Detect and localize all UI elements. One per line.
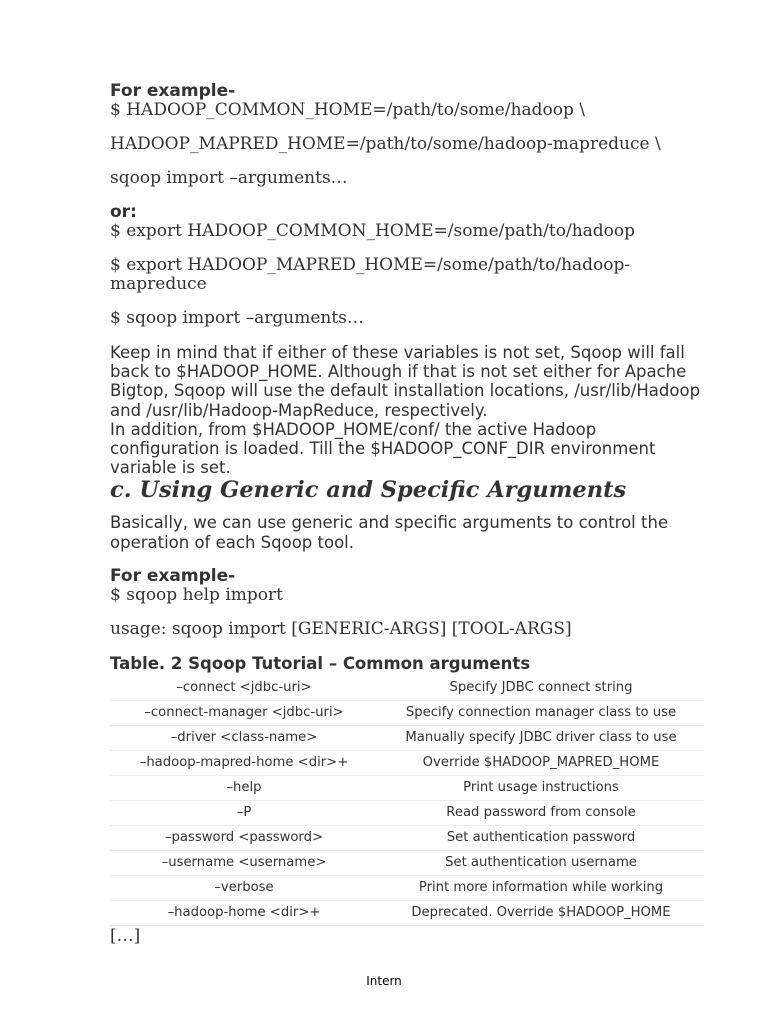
description-cell: Specify JDBC connect string — [378, 676, 704, 701]
description-cell: Override $HADOOP_MAPRED_HOME — [378, 750, 704, 775]
table-row — [110, 725, 704, 750]
table-row — [110, 800, 704, 825]
description-cell: Read password from console — [378, 800, 704, 825]
section-heading: c. Using Generic and Specific Arguments — [110, 477, 627, 504]
code-line: sqoop import –arguments… — [110, 168, 348, 188]
ellipsis: […] — [110, 925, 141, 946]
table-row — [110, 875, 704, 900]
code-line: HADOOP_MAPRED_HOME=/path/to/some/hadoop-mapreduce \ — [110, 134, 661, 154]
code-line: usage: sqoop import [GENERIC-ARGS] [TOOL-ARGS] — [110, 618, 572, 639]
argument-cell: –driver <class-name> — [110, 725, 378, 750]
description-cell: Print usage instructions — [378, 775, 704, 800]
argument-cell: –connect <jdbc-uri> — [110, 676, 378, 701]
code-line: $ export HADOOP_COMMON_HOME=/some/path/to/hadoop — [110, 221, 636, 241]
description-cell: Manually specify JDBC driver class to use — [378, 725, 704, 750]
argument-cell: –hadoop-mapred-home <dir>+ — [110, 750, 378, 775]
document-body — [110, 82, 704, 963]
or-label: or: — [110, 202, 137, 222]
argument-cell: –password <password> — [110, 825, 378, 850]
table-row — [110, 900, 704, 925]
table-row — [110, 850, 704, 875]
argument-cell: –username <username> — [110, 850, 378, 875]
description-cell: Set authentication username — [378, 850, 704, 875]
table-row — [110, 750, 704, 775]
code-line: $ sqoop import –arguments… — [110, 308, 364, 328]
description-cell: Deprecated. Override $HADOOP_HOME — [378, 900, 704, 925]
argument-cell: –P — [110, 800, 378, 825]
code-line: $ export HADOOP_MAPRED_HOME=/some/path/to/hadoop-mapreduce — [110, 255, 631, 294]
argument-cell: –hadoop-home <dir>+ — [110, 900, 378, 925]
table-row — [110, 676, 704, 701]
paragraph: In addition, from $HADOOP_HOME/conf/ the active Hadoop configuration is loaded. Till the $HADOOP_CONF_DIR environment variable is set. — [110, 419, 656, 478]
example-label: For example- — [110, 565, 236, 586]
table-caption: Table. 2 Sqoop Tutorial – Common arguments — [110, 653, 531, 673]
code-line: $ sqoop help import — [110, 584, 283, 605]
example-label: For example- — [110, 81, 236, 101]
argument-cell: –help — [110, 775, 378, 800]
table-row — [110, 825, 704, 850]
page-footer: Intern — [366, 974, 402, 988]
description-cell: Set authentication password — [378, 825, 704, 850]
table-row — [110, 775, 704, 800]
paragraph: Keep in mind that if either of these variables is not set, Sqoop will fall back to $HADOOP_HOME. Although if that is not set either for Apache Bigtop, Sqoop will use the default installation locations, /usr/lib/Hadoop and /usr/lib/Hadoop-MapReduce, respectively. — [110, 343, 701, 420]
description-cell: Specify connection manager class to use — [378, 700, 704, 725]
table-row — [110, 700, 704, 725]
code-line: $ HADOOP_COMMON_HOME=/path/to/some/hadoop \ — [110, 100, 586, 120]
argument-cell: –connect-manager <jdbc-uri> — [110, 700, 378, 725]
argument-cell: –verbose — [110, 875, 378, 900]
arguments-table — [110, 676, 704, 926]
paragraph: Basically, we can use generic and specific arguments to control the operation of each Sqoop tool. — [110, 513, 669, 552]
description-cell: Print more information while working — [378, 875, 704, 900]
